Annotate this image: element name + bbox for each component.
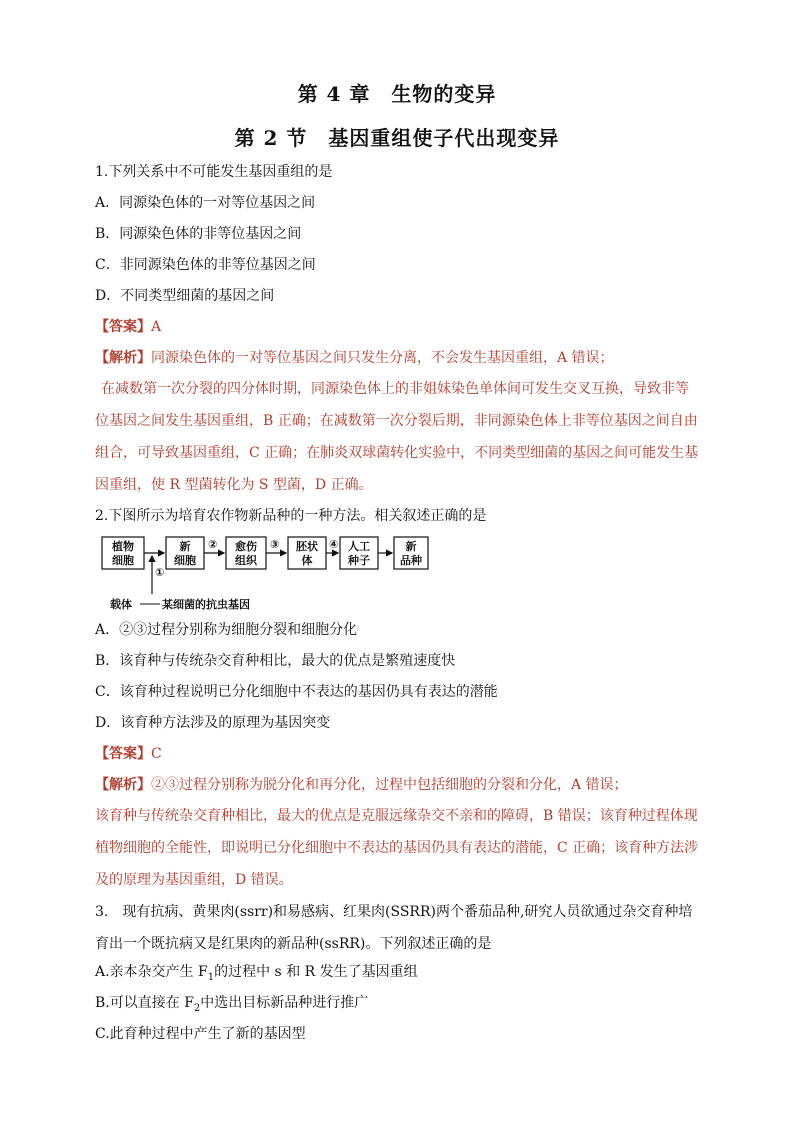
q3-option-b-post: 中选出目标新品种进行推广 [200, 995, 369, 1011]
box-new-variety-line2: 品种 [400, 554, 422, 567]
q1-option-c: C．非同源染色体的非等位基因之间 [95, 257, 316, 273]
vector-label: 载体 [110, 598, 132, 611]
q2-option-c: C．该育种过程说明已分化细胞中不表达的基因仍具有表达的潜能 [95, 684, 498, 700]
q3-option-c: C.此育种过程中产生了新的基因型 [95, 1026, 306, 1042]
box-plant-cell-line1: 植物 [112, 540, 134, 553]
breeding-flow-diagram [100, 532, 430, 612]
q1-option-d: D．不同类型细菌的基因之间 [95, 288, 275, 304]
q3-option-b [95, 993, 705, 1019]
q2-stem: 2.下图所示为培育农作物新品种的一种方法。相关叙述正确的是 [95, 508, 487, 524]
box-embryoid-line1: 胚状 [296, 540, 318, 553]
q2-answer-value: C [151, 746, 162, 762]
gene-label: 某细菌的抗虫基因 [162, 598, 250, 611]
q1-analysis-first [95, 348, 705, 368]
q3-stem: 3. 现有抗病、黄果肉(ssrr)和易感病、红果肉(SSRR)两个番茄品种,研究人员欲通过杂交育种培育出一个既抗病又是红果肉的新品种(ssRR)。下列叙述正确的是 [95, 904, 693, 952]
q2-answer [95, 744, 705, 764]
step-4-label: ④ [329, 538, 339, 551]
step-1-label: ① [155, 566, 165, 579]
section-title: 第 2 节 基因重组使子代出现变异 [234, 126, 560, 150]
box-new-cell-line1: 新 [179, 540, 191, 553]
q1-stem: 1.下列关系中不可能发生基因重组的是 [95, 164, 333, 180]
q3-option-a-pre: A.亲本杂交产生 F [95, 964, 208, 980]
box-callus-line2: 组织 [235, 554, 257, 567]
q2-option-d: D．该育种方法涉及的原理为基因突变 [95, 715, 331, 731]
step-2-label: ② [208, 538, 218, 551]
box-artificial-seed-line1: 人工 [348, 540, 370, 553]
q1-answer-value: A [151, 319, 162, 335]
analysis-tag: 【解析】 [95, 777, 151, 793]
box-plant-cell-line2: 细胞 [112, 554, 134, 567]
box-new-variety-line1: 新 [405, 540, 417, 553]
box-embryoid-line2: 体 [301, 554, 313, 567]
q1-analysis-body: 在减数第一次分裂的四分体时期，同源染色体上的非姐妹染色单体间可发生交叉互换，导致非等位基因之间发生基因重组，B 正确；在减数第一次分裂后期，非同源染色体上非等位基因之间自由组合，可导致基因重组，C 正确；在肺炎双球菌转化实验中，不同类型细菌的基因之间可能发生基因重组，使 R 型菌转化为 S 型菌，D 正确。 [95, 381, 699, 493]
answer-tag: 【答案】 [95, 746, 151, 762]
box-new-cell-line2: 细胞 [174, 554, 196, 567]
q3-option-a-post: 的过程中 s 和 R 发生了基因重组 [214, 964, 418, 980]
analysis-tag: 【解析】 [95, 350, 151, 366]
q3-option-a [95, 962, 705, 988]
q2-analysis-body: 该育种与传统杂交育种相比，最大的优点是克服远缘杂交不亲和的障碍，B 错误；该育种过程体现植物细胞的全能性，即说明已分化细胞中不表达的基因仍具有表达的潜能，C 正确；该育种方法涉及的原理为基因重组，D 错误。 [95, 808, 699, 888]
q3-option-b-pre: B.可以直接在 F [95, 995, 194, 1011]
q1-option-a: A．同源染色体的一对等位基因之间 [95, 195, 316, 211]
q2-analysis-first [95, 775, 705, 795]
q1-option-b: B．同源染色体的非等位基因之间 [95, 226, 302, 242]
q1-analysis-lead: 同源染色体的一对等位基因之间只发生分离，不会发生基因重组，A 错误； [151, 350, 614, 366]
q2-option-a: A．②③过程分别称为细胞分裂和细胞分化 [95, 622, 358, 638]
q3-option-a-sub: 1 [207, 971, 215, 983]
box-callus-line1: 愈伤 [235, 540, 257, 553]
q1-answer [95, 317, 705, 337]
step-3-label: ③ [270, 538, 280, 551]
q2-analysis-lead: ②③过程分别称为脱分化和再分化，过程中包括细胞的分裂和分化，A 错误； [151, 777, 628, 793]
chapter-title: 第 4 章 生物的变异 [297, 82, 497, 106]
box-artificial-seed-line2: 种子 [348, 554, 370, 567]
answer-tag: 【答案】 [95, 319, 151, 335]
q2-option-b: B．该育种与传统杂交育种相比，最大的优点是繁殖速度快 [95, 653, 456, 669]
q3-option-b-sub: 2 [193, 1002, 201, 1014]
